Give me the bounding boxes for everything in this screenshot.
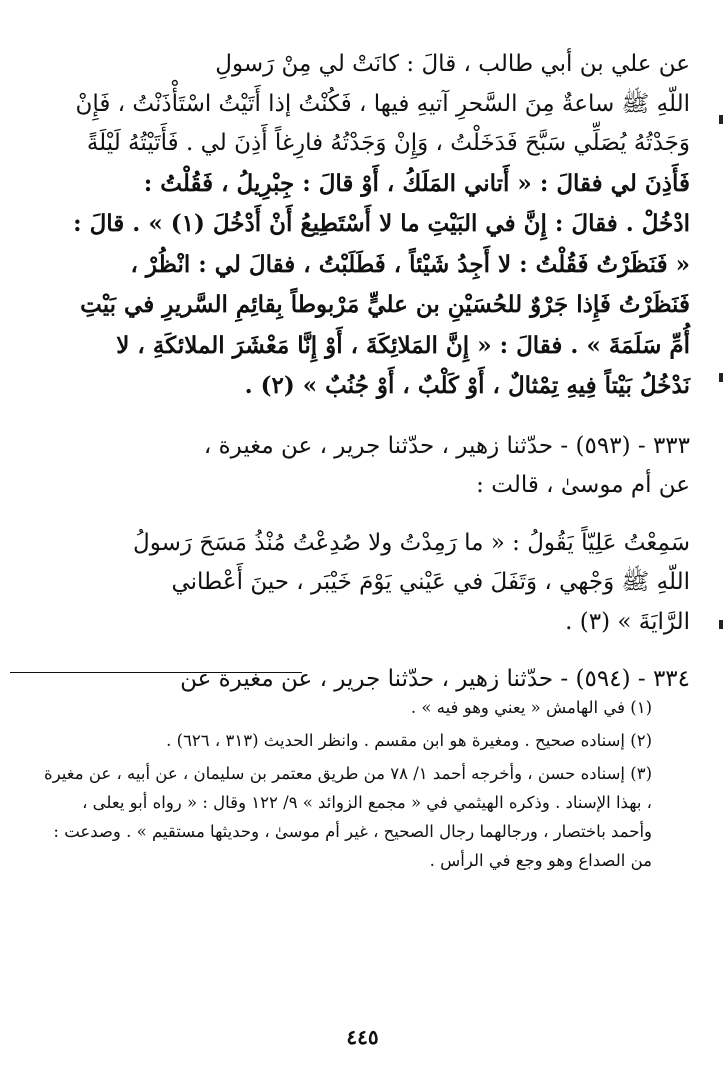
line: ادْخُلْ . فقالَ : إِنَّ في البَيْتِ ما لا أَسْتَطِيعُ أَنْ أَدْخُلَ (١) » . قالَ : <box>73 210 690 237</box>
scan-edge-mark <box>719 115 723 124</box>
hadith-333-matn <box>40 524 690 643</box>
line: اللّهِ ﷺ وَجْهي ، وَتَفَلَ في عَيْني يَوْمَ خَيْبَر ، حينَ أَعْطاني <box>171 569 690 595</box>
line: عن أم موسىٰ ، قالت : <box>476 472 690 498</box>
scan-edge-mark <box>719 373 723 382</box>
hadith-text-ali <box>40 45 690 407</box>
line: « فَنَظَرْتُ فَقُلْتُ : لا أَجِدُ شَيْئاً ، فَطَلَبْتُ ، فقالَ لي : انْظُرْ ، <box>130 250 690 278</box>
line: فَنَظَرْتُ فَإِذا جَرْوٌ للحُسَيْنِ بن عليٍّ مَرْبوطاً بِقائِمِ السَّريرِ في بَيْتِ <box>80 291 690 318</box>
line: عن علي بن أبي طالب ، قالَ : كانَتْ لي مِنْ رَسولِ <box>215 51 690 77</box>
line: نَدْخُلُ بَيْتاً فِيهِ تِمْثالٌ ، أَوْ كَلْبٌ ، أَوْ جُنُبٌ » (٢) . <box>244 372 690 399</box>
line: أُمِّ سَلَمَةَ » . فقالَ : « إِنَّ المَلائِكَةَ ، أَوْ إِنَّا مَعْشَرَ الملائكَةِ ، لا <box>116 331 690 359</box>
page-number: ٤٤٥ <box>346 1025 379 1049</box>
line: الرَّايَةَ » (٣) . <box>565 608 690 635</box>
line: وَجَدْتُهُ يُصَلِّي سَبَّحَ فَدَخَلْتُ ، وَإِنْ وَجَدْتُهُ فارِغاً أَذِنَ لي . فَأَتَيْتُهُ لَيْلَةً <box>86 130 690 156</box>
line: اللّهِ ﷺ ساعةٌ مِنَ السَّحرِ آتيهِ فيها ، فَكُنْتُ إذا أَتَيْتُ اسْتَأْذَنْتُ ، فَإِنْ <box>75 90 690 117</box>
footnote-2: (٢) إسناده صحيح . ومغيرة هو ابن مقسم . وانظر الحديث (٣١٣ ، ٦٢٦) . <box>166 731 652 750</box>
footnotes <box>40 693 652 879</box>
footnote-divider <box>10 672 302 673</box>
footnote-3: (٣) إسناده حسن ، وأخرجه أحمد ١/ ٧٨ من طريق معتمر بن سليمان ، عن أبيه ، عن مغيرة ، بهذا الإسناد . وذكره الهيثمي في « مجمع الزوائد » ٩/ ١٢٢ وقال : « رواه أبو يعلى ، وأحمد باختصار ، ورجالهما رجال الصحيح ، غير أم موسىٰ ، وحديثها مستقيم » . وصدعت : من الصداع وهو وجع في الرأس . <box>44 764 652 870</box>
line: ٣٣٣ - (٥٩٣) - حدّثنا زهير ، حدّثنا جرير ، عن مغيرة ، <box>203 432 690 459</box>
scan-edge-mark <box>719 620 723 629</box>
line: ٣٣٤ - (٥٩٤) - حدّثنا زهير ، حدّثنا جرير ، عن مغيرة عن <box>180 666 690 692</box>
line: فَأَذِنَ لي فقالَ : « أَتاني المَلَكُ ، أَوْ قالَ : جِبْرِيلُ ، فَقُلْتُ : <box>143 169 690 197</box>
page-body <box>40 45 690 1055</box>
hadith-333-isnad <box>40 427 690 506</box>
line: سَمِعْتُ عَلِيّاً يَقُولُ : « ما رَمِدْتُ ولا صُدِعْتُ مُنْذُ مَسَحَ رَسولُ <box>132 529 690 556</box>
footnote-1: (١) في الهامش « يعني وهو فيه » . <box>410 698 652 717</box>
